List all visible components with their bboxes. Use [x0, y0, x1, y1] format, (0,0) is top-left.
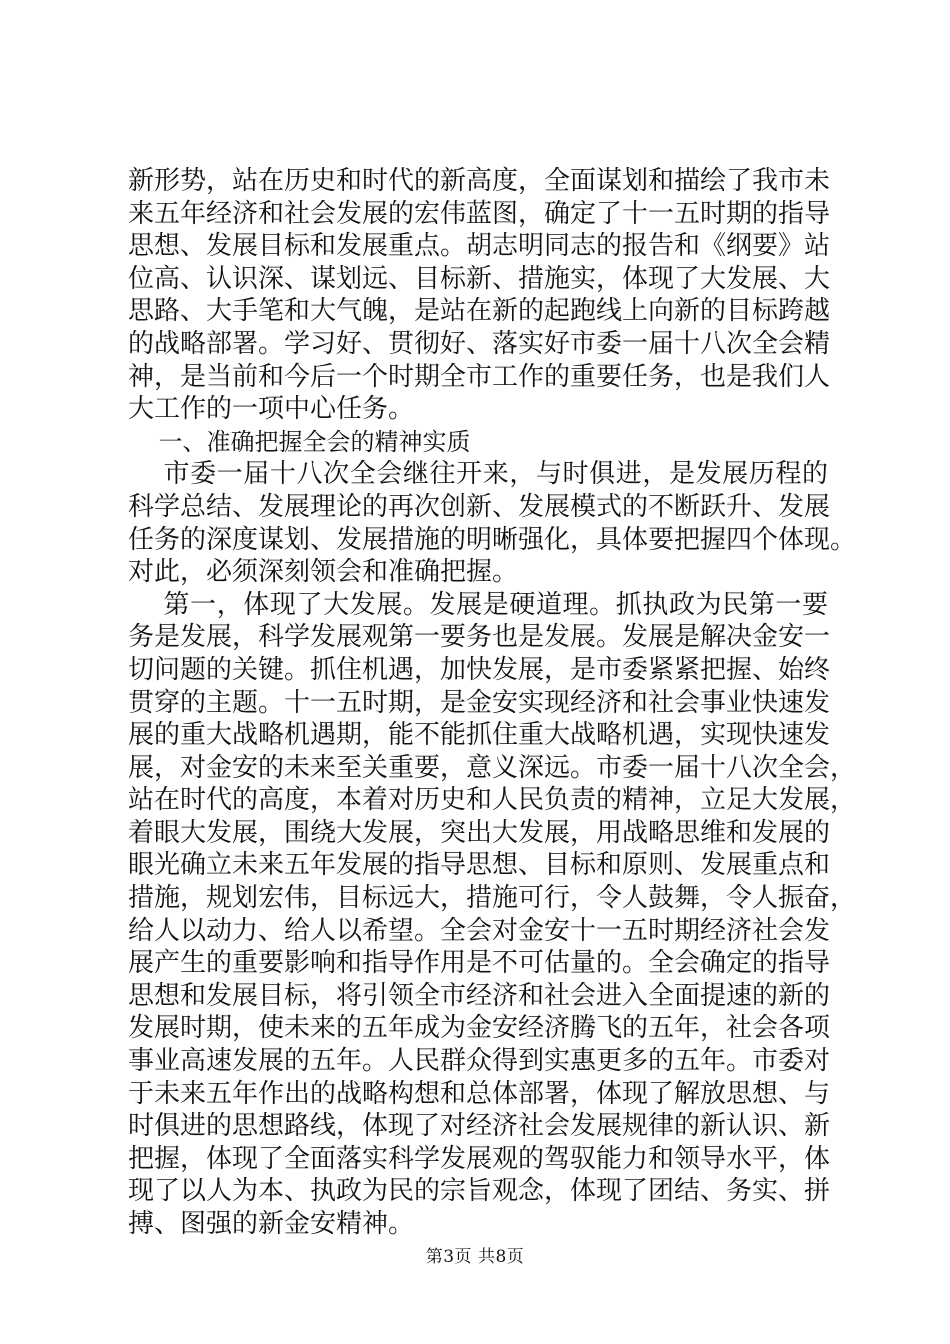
paragraph-line: 思想、发展目标和发展重点。胡志明同志的报告和《纲要》站	[128, 231, 831, 262]
paragraph-line: 贯穿的主题。十一五时期，是金安实现经济和社会事业快速发	[128, 687, 831, 718]
document-body	[128, 165, 857, 1241]
paragraph-line: 展的重大战略机遇期，能不能抓住重大战略机遇，实现快速发	[128, 720, 831, 751]
paragraph-line: 着眼大发展，围绕大发展，突出大发展，用战略思维和发展的	[128, 817, 831, 848]
paragraph-line: 现了以人为本、执政为民的宗旨观念，体现了团结、务实、拼	[128, 1176, 831, 1207]
paragraph-line: 眼光确立未来五年发展的指导思想、目标和原则、发展重点和	[128, 850, 831, 881]
paragraph-line: 措施，规划宏伟，目标远大，措施可行，令人鼓舞，令人振奋，	[128, 883, 857, 914]
paragraph-line: 思路、大手笔和大气魄，是站在新的起跑线上向新的目标跨越	[128, 296, 831, 327]
page-number-footer: 第3页 共8页	[425, 1247, 525, 1267]
paragraph-line: 任务的深度谋划、发展措施的明晰强化，具体要把握四个体现。	[128, 524, 857, 555]
paragraph-line: 站在时代的高度，本着对历史和人民负责的精神，立足大发展，	[128, 785, 857, 816]
paragraph-line: 第一，体现了大发展。发展是硬道理。抓执政为民第一要	[128, 589, 828, 620]
paragraph-line: 切问题的关键。抓住机遇，加快发展，是市委紧紧把握、始终	[128, 654, 831, 685]
paragraph-line: 把握，体现了全面落实科学发展观的驾驭能力和领导水平，体	[128, 1143, 831, 1174]
paragraph-line: 展产生的重要影响和指导作用是不可估量的。全会确定的指导	[128, 948, 831, 979]
paragraph-line: 时俱进的思想路线，体现了对经济社会发展规律的新认识、新	[128, 1111, 831, 1142]
paragraph-line: 神，是当前和今后一个时期全市工作的重要任务，也是我们人	[128, 361, 831, 392]
paragraph-line: 的战略部署。学习好、贯彻好、落实好市委一届十八次全会精	[128, 328, 831, 359]
paragraph-line: 大工作的一项中心任务。	[128, 394, 415, 425]
paragraph-line: 科学总结、发展理论的再次创新、发展模式的不断跃升、发展	[128, 491, 831, 522]
paragraph-line: 务是发展，科学发展观第一要务也是发展。发展是解决金安一	[128, 622, 831, 653]
paragraph-line: 事业高速发展的五年。人民群众得到实惠更多的五年。市委对	[128, 1046, 831, 1077]
paragraph-line: 对此，必须深刻领会和准确把握。	[128, 557, 519, 588]
paragraph-line: 搏、图强的新金安精神。	[128, 1209, 415, 1239]
paragraph-line: 市委一届十八次全会继往开来，与时俱进，是发展历程的	[128, 459, 828, 490]
paragraph-line: 位高、认识深、谋划远、目标新、措施实，体现了大发展、大	[128, 263, 831, 294]
paragraph-line: 来五年经济和社会发展的宏伟蓝图，确定了十一五时期的指导	[128, 198, 831, 229]
paragraph-line: 思想和发展目标，将引领全市经济和社会进入全面提速的新的	[128, 980, 831, 1011]
section-heading: 一、准确把握全会的精神实质	[128, 427, 471, 456]
paragraph-line: 给人以动力、给人以希望。全会对金安十一五时期经济社会发	[128, 915, 831, 946]
paragraph-line: 发展时期，使未来的五年成为金安经济腾飞的五年，社会各项	[128, 1013, 831, 1044]
paragraph-line: 新形势，站在历史和时代的新高度，全面谋划和描绘了我市未	[128, 166, 831, 196]
paragraph-line: 于未来五年作出的战略构想和总体部署，体现了解放思想、与	[128, 1078, 831, 1109]
paragraph-line: 展，对金安的未来至关重要，意义深远。市委一届十八次全会，	[128, 752, 857, 783]
